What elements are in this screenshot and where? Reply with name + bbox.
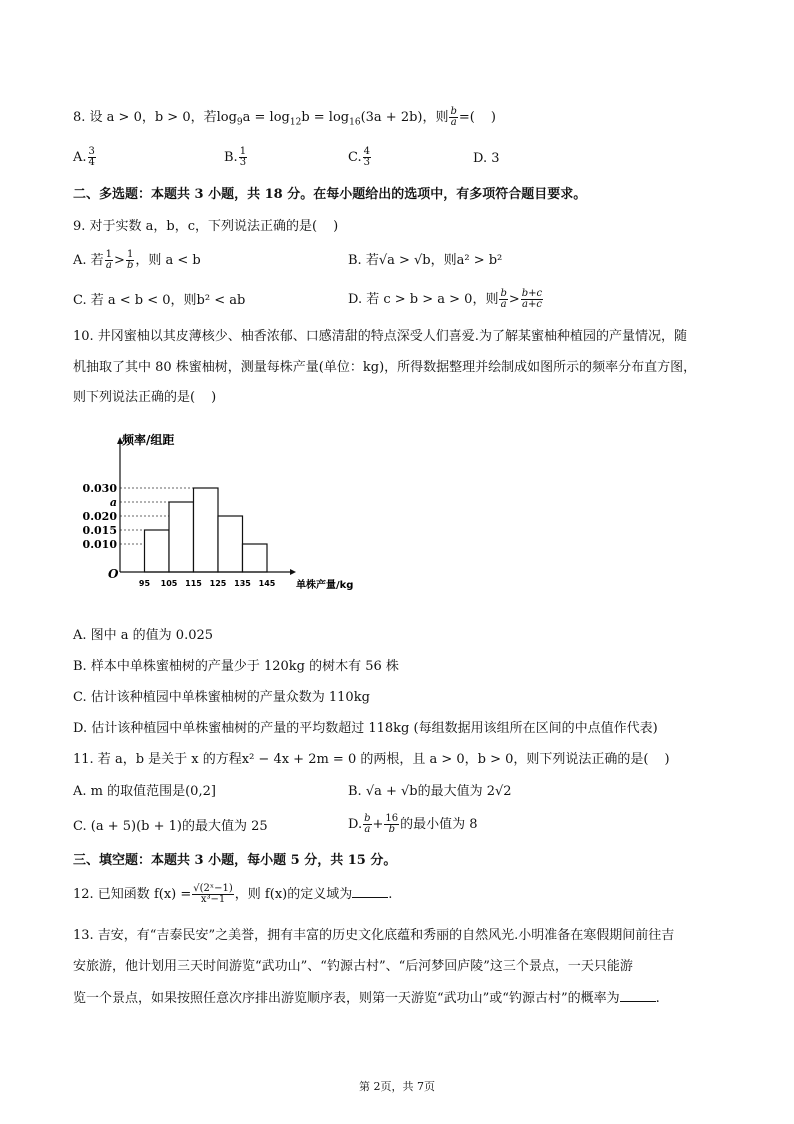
frac-num: √(2ˣ−1) (193, 883, 233, 894)
option-text: D. 若 c > b > a > 0，则 (348, 292, 499, 307)
q11-option-a[interactable]: A. m 的取值范围是(0,2] (73, 784, 216, 799)
q9-option-c[interactable]: C. 若 a < b < 0，则b² < ab (73, 293, 246, 308)
q9-option-d[interactable] (348, 289, 544, 310)
q11-stem-text: 11. 若 a，b 是关于 x 的方程x² − 4x + 2m = 0 的两根，且 a > 0，b > 0，则下列说法正确的是( (73, 752, 649, 767)
q10-stem-text: 则下列说法正确的是( (73, 390, 196, 405)
q11-option-c[interactable]: C. (a + 5)(b + 1)的最大值为 25 (73, 819, 268, 834)
q8-stem-part: a = log (242, 110, 290, 125)
q10-option-d[interactable]: D. 估计该种植园中单株蜜柚树的产量的平均数超过 118kg (每组数据用该组所在区间的中点值作代表) (73, 721, 658, 736)
section-2-heading: 二、多选题：本题共 3 小题，共 18 分。在每小题给出的选项中，有多项符合题目要求。 (73, 187, 587, 202)
option-text: 的最小值为 8 (400, 817, 478, 832)
option-fraction (499, 289, 507, 310)
q9-stem (73, 218, 338, 236)
frac-num: 4 (363, 146, 370, 157)
frac-num: b (450, 106, 457, 117)
page-footer: 第 2页，共 7页 (359, 1080, 435, 1093)
frequency-histogram (82, 432, 380, 604)
frac-den: 3 (239, 157, 247, 168)
histogram-bar (243, 544, 268, 572)
frac-den: a (105, 260, 112, 271)
q8-fraction (449, 107, 457, 128)
x-tick-label: 125 (209, 579, 227, 588)
option-text: > (114, 253, 125, 268)
option-text: + (372, 817, 384, 832)
x-tick-label: 105 (160, 579, 178, 588)
q13-answer-blank[interactable] (620, 989, 656, 1002)
frac-den: a (364, 824, 371, 835)
option-fraction (363, 147, 371, 168)
q13-stem-line-3 (73, 989, 660, 1008)
frac-num: 16 (385, 813, 399, 824)
option-label: A. (73, 150, 87, 165)
q8-stem-part: (3a + 2b)，则 (360, 110, 449, 125)
y-tick-label: 0.020 (82, 510, 117, 523)
q12-stem-text: ，则 f(x)的定义域为 (234, 887, 353, 902)
frac-den: a+c (521, 299, 542, 310)
q8-sub: 9 (236, 117, 243, 128)
frac-den: a (450, 117, 457, 128)
section-3-heading: 三、填空题：本题共 3 小题，每小题 5 分，共 15 分。 (73, 853, 397, 868)
frac-num: b (364, 813, 371, 824)
frac-num: 3 (88, 146, 95, 157)
origin-label: O (108, 567, 119, 581)
q10-stem-line-3 (73, 389, 216, 407)
q13-end: . (655, 991, 660, 1006)
x-axis-arrow (290, 569, 296, 575)
q10-stem-line-2: 机抽取了其中 80 株蜜柚树，测量每株产量(单位：kg)，所得数据整理并绘制成如图所示的频率分布直方图， (73, 360, 697, 375)
q10-close-paren: ) (211, 390, 217, 405)
frac-num: b (500, 288, 507, 299)
option-text: A. 若 (73, 253, 104, 268)
option-fraction (105, 250, 113, 271)
histogram-bar (194, 488, 219, 572)
q8-sub: 16 (349, 117, 361, 128)
y-tick-label: 0.030 (82, 482, 117, 495)
x-axis-title: 单株产量/kg (296, 580, 354, 591)
q10-option-b[interactable]: B. 样本中单株蜜柚树的产量少于 120kg 的树木有 56 株 (73, 659, 399, 674)
x-tick-label: 95 (138, 579, 151, 588)
q10-option-a[interactable]: A. 图中 a 的值为 0.025 (73, 628, 214, 643)
histogram-bar (169, 502, 194, 572)
q11-stem (73, 751, 670, 769)
q9-stem-text: 9. 对于实数 a，b，c，下列说法正确的是( (73, 219, 318, 234)
frac-den: a (500, 299, 507, 310)
x-tick-label: 135 (234, 579, 251, 588)
frac-num: 1 (126, 249, 134, 260)
q8-stem (73, 107, 496, 132)
frac-den: x³−1 (200, 894, 226, 905)
y-tick-label: 0.010 (82, 538, 117, 551)
x-tick-label: 115 (185, 579, 202, 588)
q12-fraction (192, 884, 234, 905)
frac-den: b (388, 824, 395, 835)
option-fraction (239, 147, 247, 168)
q8-stem-part: =( (458, 110, 475, 125)
q12-answer-blank[interactable] (352, 885, 388, 898)
q11-close-paren: ) (664, 752, 670, 767)
q8-option-c[interactable] (348, 147, 372, 168)
y-tick-label: 0.015 (82, 524, 117, 537)
histogram-bar (218, 516, 243, 572)
q8-option-b[interactable] (224, 147, 248, 168)
option-fraction (363, 814, 371, 835)
option-fraction (384, 814, 399, 835)
q8-stem-part: 8. 设 a > 0，b > 0，若log (73, 110, 237, 125)
x-tick-label: 145 (258, 579, 276, 588)
q12-end: . (388, 887, 393, 902)
frac-num: b+c (521, 288, 543, 299)
q8-stem-part: b = log (301, 110, 350, 125)
q10-stem-line-1: 10. 井冈蜜柚以其皮薄核少、柚香浓郁、口感清甜的特点深受人们喜爱.为了解某蜜柚种植园的产量情况，随 (73, 329, 687, 344)
q12-stem (73, 884, 392, 905)
frac-num: 1 (239, 146, 247, 157)
option-text: ，则 a < b (135, 253, 201, 268)
q11-option-b[interactable]: B. √a + √b的最大值为 2√2 (348, 784, 512, 799)
q9-option-a[interactable] (73, 250, 201, 271)
q9-close-paren: ) (333, 219, 339, 234)
q8-close-paren: ) (490, 110, 496, 125)
q13-stem-line-2: 安旅游，他计划用三天时间游览“武功山”、“钓源古村”、“后河梦回庐陵”这三个景点，一天只能游 (73, 959, 633, 974)
q13-stem-text: 览一个景点，如果按照任意次序排出游览顺序表，则第一天游览“武功山”或“钓源古村”的概率为 (73, 991, 620, 1006)
q10-option-c[interactable]: C. 估计该种植园中单株蜜柚树的产量众数为 110kg (73, 690, 370, 705)
option-fraction (126, 250, 134, 271)
option-label: C. (348, 150, 362, 165)
y-tick-label: a (109, 496, 117, 509)
q9-option-b[interactable]: B. 若√a > √b，则a² > b² (348, 253, 503, 268)
q11-option-d[interactable] (348, 814, 478, 835)
frac-den: 3 (363, 157, 370, 168)
q8-option-a[interactable] (73, 147, 97, 168)
q12-stem-text: 12. 已知函数 f(x) = (73, 887, 192, 902)
frac-num: 1 (105, 249, 113, 260)
frac-den: 4 (88, 157, 95, 168)
y-axis-title: 频率/组距 (122, 433, 175, 447)
option-fraction (521, 289, 543, 310)
histogram-bars (145, 488, 268, 572)
histogram-bar (145, 530, 170, 572)
q8-option-d[interactable]: D. 3 (473, 151, 500, 166)
option-text: > (508, 292, 520, 307)
q13-stem-line-1: 13. 吉安，有“吉泰民安”之美誉，拥有丰富的历史文化底蕴和秀丽的自然风光.小明准备在寒假期间前往吉 (73, 928, 675, 943)
option-fraction (88, 147, 96, 168)
frac-den: b (126, 260, 134, 271)
q8-sub: 12 (289, 117, 302, 128)
option-text: D. (348, 817, 363, 832)
option-label: B. (224, 150, 238, 165)
